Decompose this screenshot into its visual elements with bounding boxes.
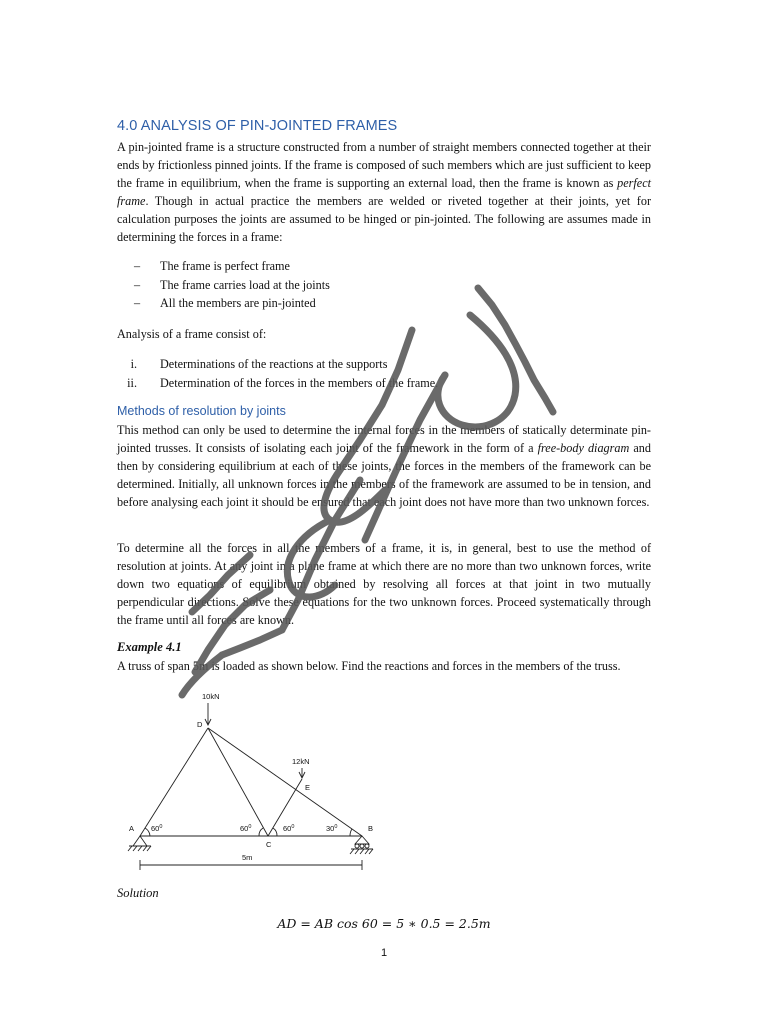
list-item-text: The frame carries load at the joints — [160, 277, 330, 292]
method-steps-paragraph: To determine all the forces in all the members of a frame, it is, in general, best to use the method of resolution at joints. At any joint in a plane frame at which there are no more than two unknown forces, write down two equations of equilibrium obtained by resolving all forces at that joint in two mutually perpendicular directions. Solve these equations for the two unknown forces. Proceed systematically through the frame until all forces are known. — [117, 541, 651, 627]
hatch — [360, 849, 364, 854]
roller — [355, 844, 359, 848]
roller — [360, 844, 364, 848]
angle-value: 30 — [326, 824, 335, 833]
node-label-b: B — [368, 824, 374, 833]
list-item-text: Determinations of the reactions at the supports — [160, 357, 388, 371]
example-title: Example 4.1 — [117, 640, 182, 654]
section-heading: 4.0 ANALYSIS OF PIN-JOINTED FRAMES — [117, 118, 398, 134]
intro-text-2: . Though in actual practice the members are welded or riveted together at their joints, yet for calculation purposes the joints are assumed to be hinged or pin-jointed. The following are assumes made in determining the forces in a frame: — [117, 193, 651, 244]
hatch — [355, 849, 359, 854]
angle-value: 60 — [283, 824, 292, 833]
dash-marker: – — [134, 277, 141, 292]
node-label-d: D — [197, 720, 203, 729]
pin-support-a — [133, 836, 147, 846]
degree-mark: 0 — [291, 824, 295, 830]
span-label: 5m — [242, 853, 253, 862]
hatch — [365, 849, 369, 854]
list-item-text: Determination of the forces in the members of the frame. — [160, 375, 439, 390]
example-text: A truss of span 5m is loaded as shown below. Find the reactions and forces in the members of the truss. — [117, 659, 621, 673]
angle-value: 60 — [151, 824, 160, 833]
degree-mark: 0 — [248, 824, 252, 830]
load-label-e: 12kN — [292, 757, 310, 766]
hatch — [369, 849, 373, 854]
angle-arc-cl — [259, 828, 263, 836]
list-item-text: The frame is perfect frame — [160, 259, 290, 273]
hatch — [128, 846, 132, 851]
member-dc — [208, 728, 268, 836]
angle-arc-cr — [273, 828, 277, 836]
roller-support-b — [355, 836, 369, 844]
angle-label-a — [151, 824, 162, 833]
degree-mark: 0 — [334, 824, 338, 830]
methods-text-1: This method can only be used to determine the internal forces in the members of statically determinate pin-jointed trusses. It consists of isolating each joint of the framework in the form of a — [117, 423, 651, 455]
hatch — [147, 846, 151, 851]
page-number: 1 — [380, 947, 388, 959]
intro-text-1: A pin-jointed frame is a structure constructed from a number of straight members connected together at their ends by frictionless pinned joints. If the frame is composed of such members which are just sufficient to keep the frame in equilibrium, when the frame is supporting an external load, then the frame is known as — [117, 140, 651, 190]
roman-marker: ii. — [127, 375, 137, 390]
intro-emphasis: perfect frame — [117, 175, 651, 208]
hatch — [138, 846, 142, 851]
angle-label-cr — [283, 824, 294, 833]
hatch — [143, 846, 147, 851]
roller — [365, 844, 369, 848]
analysis-intro: Analysis of a frame consist of: — [117, 327, 267, 341]
solution-label: Solution — [117, 886, 159, 900]
list-item-text: All the members are pin-jointed — [160, 296, 316, 310]
node-label-a: A — [129, 824, 135, 833]
node-label-c: C — [266, 840, 272, 849]
formula: AD = AB cos 60 = 5 ∗ 0.5 = 2.5m — [277, 916, 491, 931]
member-db — [208, 728, 362, 836]
hatch — [350, 849, 354, 854]
node-label-e: E — [305, 783, 311, 792]
angle-arc-a — [145, 828, 150, 836]
angle-label-b — [326, 824, 337, 833]
angle-arc-b — [350, 829, 352, 836]
hatch — [133, 846, 137, 851]
member-ad — [140, 728, 208, 836]
dash-marker: – — [134, 259, 141, 273]
angle-label-cl — [240, 824, 251, 833]
angle-value: 60 — [240, 824, 249, 833]
methods-emphasis: free-body diagram — [537, 440, 630, 455]
degree-mark: 0 — [159, 824, 163, 830]
roman-marker: i. — [130, 357, 137, 371]
dash-marker: – — [134, 296, 141, 310]
methods-text-2: and then by considering equilibrium at each of these joints, the forces in the members of the framework can be determined. Initially, all unknown forces in the members of the framework are assumed to be in tension, and before analysing each joint it should be ensured that each joint does not have more than two unknown forces. — [117, 440, 651, 509]
methods-heading: Methods of resolution by joints — [117, 404, 286, 418]
load-label-d: 10kN — [202, 692, 220, 701]
